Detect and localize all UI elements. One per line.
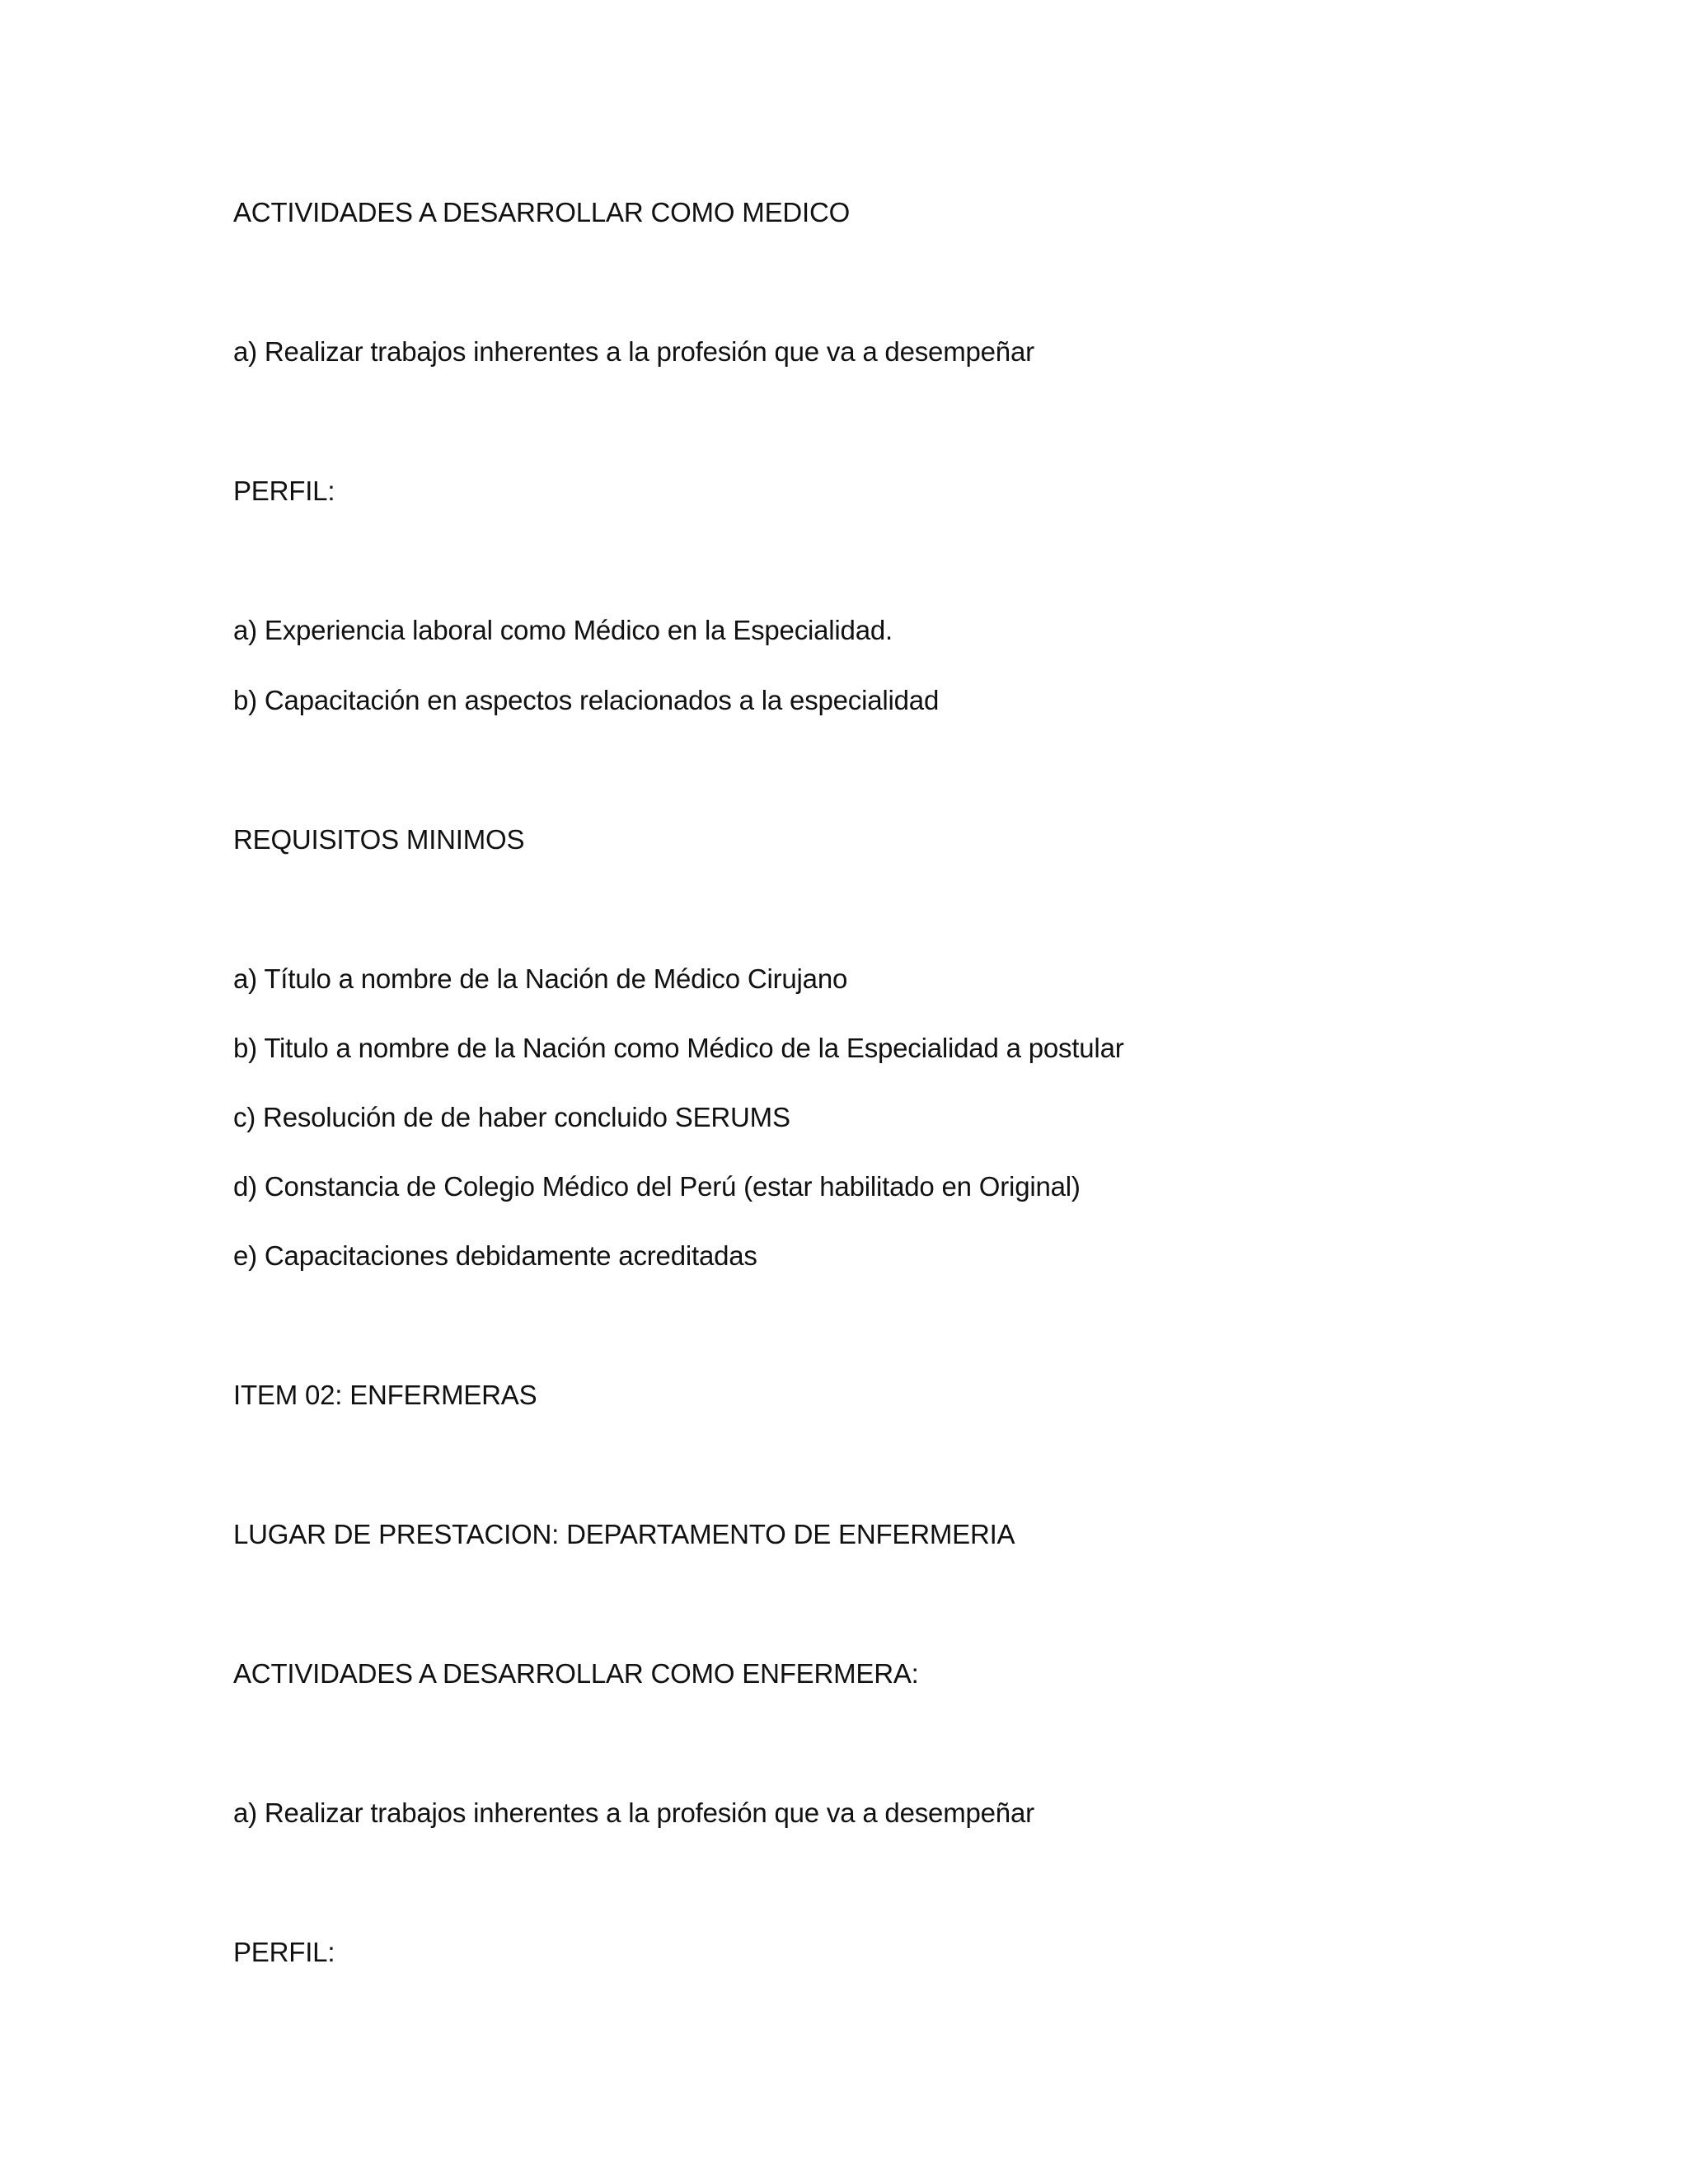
list-item: e) Capacitaciones debidamente acreditadas	[233, 1240, 757, 1271]
section-heading-perfil: PERFIL:	[233, 1937, 335, 1967]
list-item: b) Titulo a nombre de la Nación como Médico de la Especialidad a postular	[233, 1033, 1124, 1063]
list-item: b) Capacitación en aspectos relacionados a la especialidad	[233, 685, 940, 715]
section-heading-perfil: PERFIL:	[233, 476, 335, 506]
section-heading-lugar: LUGAR DE PRESTACION: DEPARTAMENTO DE ENFERMERIA	[233, 1519, 1015, 1549]
list-item: a) Realizar trabajos inherentes a la profesión que va a desempeñar	[233, 1797, 1034, 1828]
list-item: d) Constancia de Colegio Médico del Perú (estar habilitado en Original)	[233, 1171, 1081, 1202]
list-item: c) Resolución de de haber concluido SERUMS	[233, 1102, 790, 1132]
section-heading-activities-medico: ACTIVIDADES A DESARROLLAR COMO MEDICO	[233, 197, 851, 227]
section-heading-item-02: ITEM 02: ENFERMERAS	[233, 1380, 537, 1410]
list-item: a) Realizar trabajos inherentes a la profesión que va a desempeñar	[233, 336, 1034, 367]
section-heading-activities-enfermera: ACTIVIDADES A DESARROLLAR COMO ENFERMERA:	[233, 1658, 919, 1689]
section-heading-requisitos: REQUISITOS MINIMOS	[233, 824, 525, 855]
list-item: a) Experiencia laboral como Médico en la Especialidad.	[233, 615, 893, 645]
list-item: a) Título a nombre de la Nación de Médico Cirujano	[233, 963, 848, 994]
